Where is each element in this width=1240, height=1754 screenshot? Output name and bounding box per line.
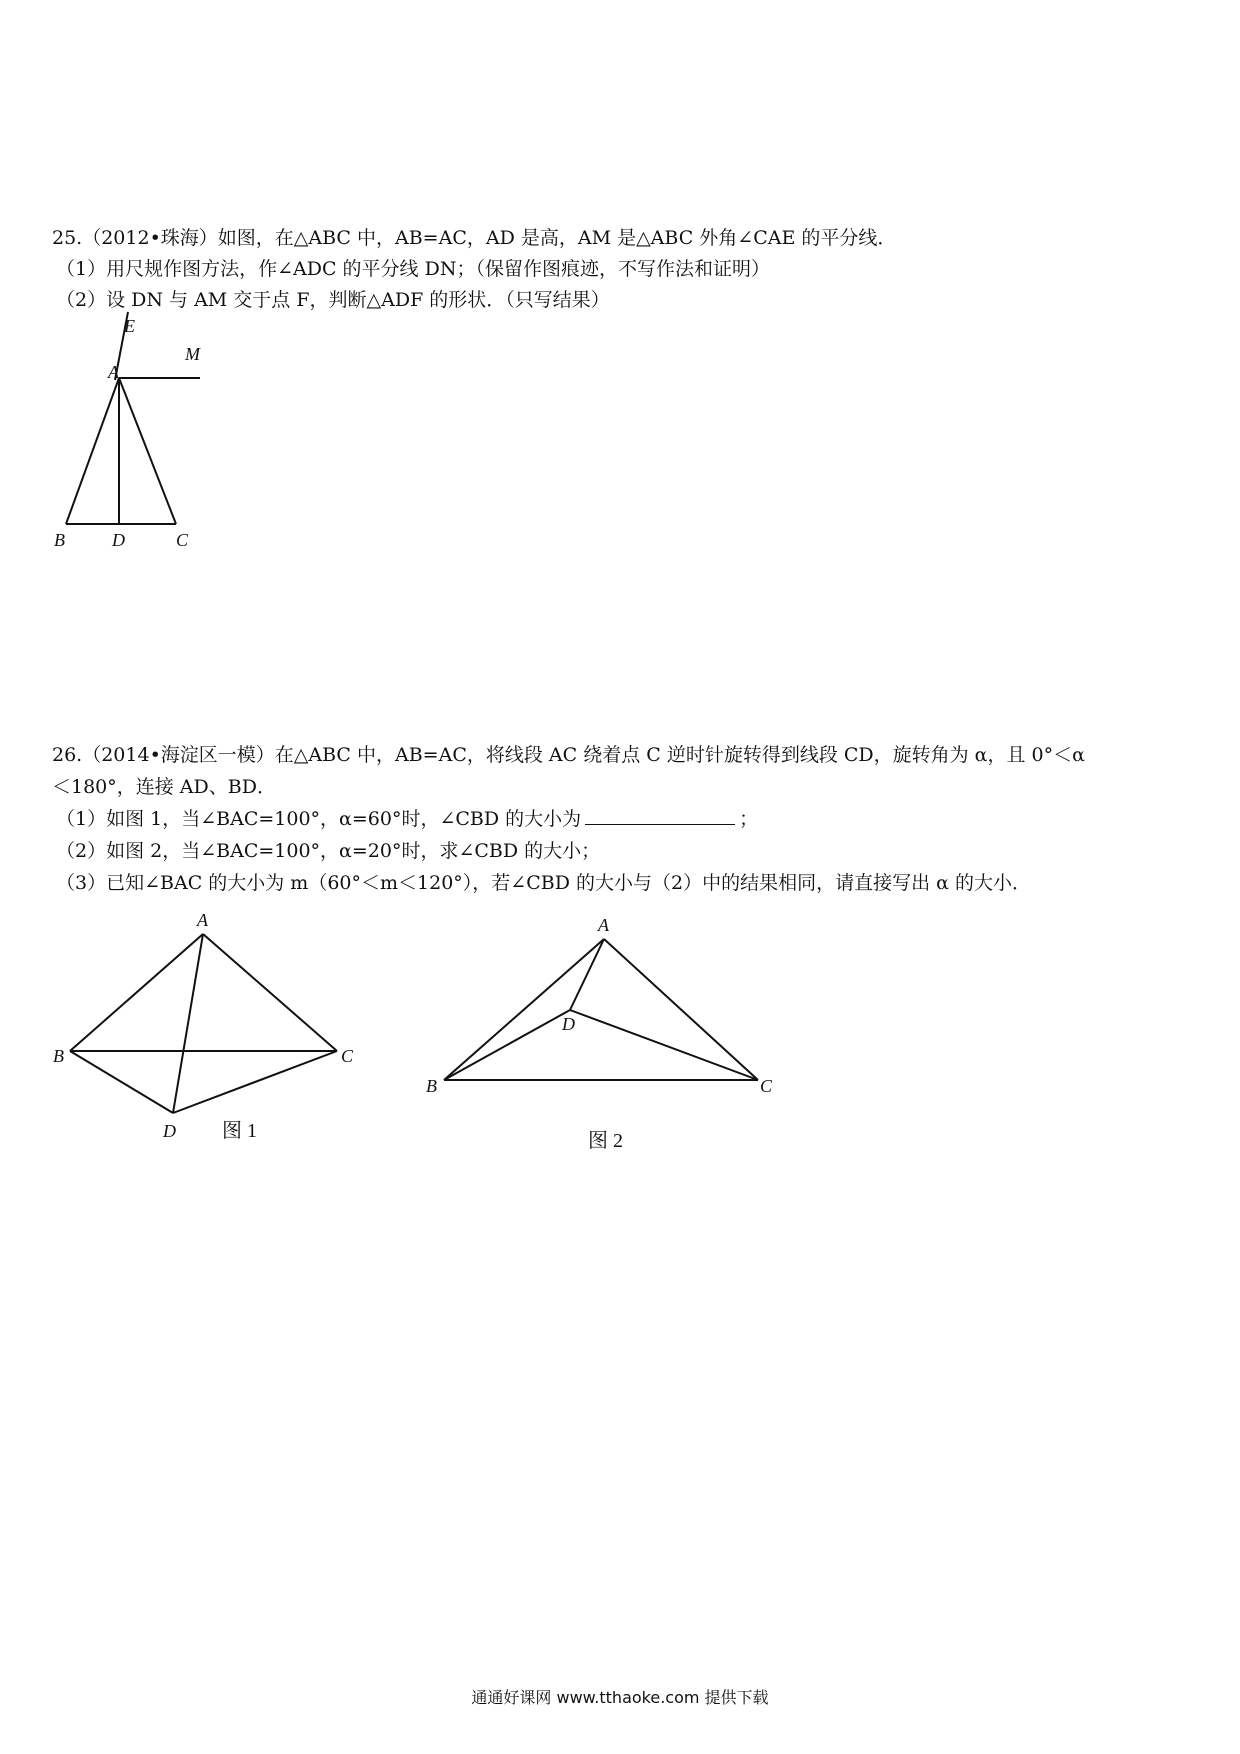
fig2-line-cd <box>570 1010 758 1080</box>
fig1-label-d: D <box>163 1121 176 1141</box>
figure-2 <box>420 905 790 1165</box>
problem-26-question-1 <box>56 806 758 832</box>
label-b: B <box>54 530 65 550</box>
line-ab <box>66 378 119 524</box>
problem-25-question-1: （1）用尺规作图方法，作∠ADC 的平分线 DN；（保留作图痕迹，不写作法和证明） <box>56 258 770 280</box>
footer-source: 通通好课网 www.tthaoke.com 提供下载 <box>471 1688 769 1707</box>
problem-26-question-3: （3）已知∠BAC 的大小为 m（60°＜m＜120°），若∠CBD 的大小与（2）中的结果相同，请直接写出 α 的大小． <box>56 872 1031 894</box>
figure-1 <box>45 900 375 1160</box>
answer-blank[interactable] <box>585 806 735 825</box>
fig2-label-b: B <box>426 1076 437 1096</box>
fig2-label-d: D <box>562 1014 575 1034</box>
fig2-caption: 图 2 <box>588 1130 623 1152</box>
label-e: E <box>124 316 135 336</box>
question-1-text: （1）如图 1，当∠BAC=100°，α=60°时，∠CBD 的大小为 <box>56 808 582 830</box>
problem-26-question-2: （2）如图 2，当∠BAC=100°，α=20°时，求∠CBD 的大小； <box>56 840 601 862</box>
problem-25-figure <box>40 310 220 550</box>
problem-26-stem-line-1: 26.（2014•海淀区一模）在△ABC 中，AB=AC，将线段 AC 绕着点 C 逆时针旋转得到线段 CD，旋转角为 α，且 0°＜α <box>52 744 1085 766</box>
fig1-line-ac <box>203 934 337 1051</box>
fig1-line-cd <box>173 1051 337 1113</box>
problem-25-question-2: （2）设 DN 与 AM 交于点 F，判断△ADF 的形状．（只写结果） <box>56 289 610 311</box>
problem-26-stem-line-2: ＜180°，连接 AD、BD． <box>52 776 276 798</box>
label-a: A <box>108 362 119 382</box>
fig1-line-ab <box>70 934 203 1051</box>
fig1-label-c: C <box>341 1046 354 1066</box>
fig2-line-ab <box>444 939 604 1080</box>
fig1-caption: 图 1 <box>222 1120 257 1142</box>
label-d: D <box>112 530 125 550</box>
fig2-label-a: A <box>598 915 609 935</box>
fig1-line-bd <box>70 1051 173 1113</box>
fig2-line-ad <box>570 939 604 1010</box>
fig1-label-a: A <box>197 910 208 930</box>
label-m: M <box>185 344 200 364</box>
fig2-line-bd <box>444 1010 570 1080</box>
fig1-label-b: B <box>53 1046 64 1066</box>
fig1-line-ad <box>173 934 203 1113</box>
fig2-line-ac <box>604 939 758 1080</box>
problem-25-stem: 25.（2012•珠海）如图，在△ABC 中，AB=AC，AD 是高，AM 是△ABC 外角∠CAE 的平分线． <box>52 227 897 249</box>
label-c: C <box>176 530 189 550</box>
question-1-end: ； <box>739 808 759 830</box>
fig2-label-c: C <box>760 1076 773 1096</box>
line-ac <box>119 378 176 524</box>
